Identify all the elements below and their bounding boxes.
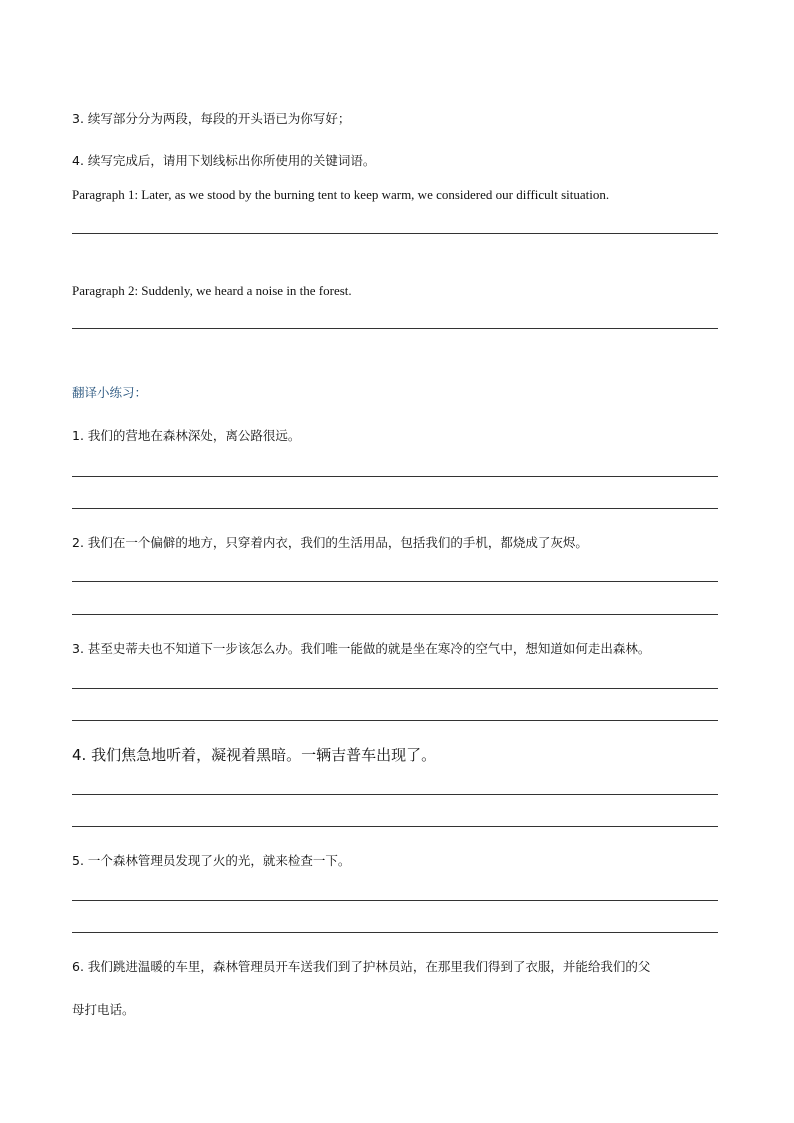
paragraph-1-prompt: Paragraph 1: Later, as we stood by the burning tent to keep warm, we considered our difficult situation. [72, 187, 610, 202]
answer-line[interactable] [72, 900, 718, 901]
translation-question-1: 1. 我们的营地在森林深处，离公路很远。 [72, 428, 301, 443]
translation-heading: 翻译小练习： [72, 385, 148, 400]
instruction-item-3: 3. 续写部分分为两段，每段的开头语已为你写好； [72, 111, 351, 126]
paragraph-2-prompt: Paragraph 2: Suddenly, we heard a noise in the forest. [72, 283, 352, 298]
answer-line[interactable] [72, 826, 718, 827]
translation-question-5: 5. 一个森林管理员发现了火的光，就来检查一下。 [72, 853, 351, 868]
answer-line[interactable] [72, 614, 718, 615]
translation-question-2: 2. 我们在一个偏僻的地方，只穿着内衣，我们的生活用品，包括我们的手机，都烧成了灰烬。 [72, 535, 588, 550]
translation-question-4: 4. 我们焦急地听着，凝视着黑暗。一辆吉普车出现了。 [72, 746, 437, 764]
answer-line[interactable] [72, 932, 718, 933]
answer-line[interactable] [72, 233, 718, 234]
answer-line[interactable] [72, 720, 718, 721]
answer-line[interactable] [72, 688, 718, 689]
answer-line[interactable] [72, 476, 718, 477]
translation-question-6-continued: 母打电话。 [72, 1002, 135, 1017]
translation-question-3: 3. 甚至史蒂夫也不知道下一步该怎么办。我们唯一能做的就是坐在寒冷的空气中，想知道如何走出森林。 [72, 641, 651, 656]
instruction-item-4: 4. 续写完成后，请用下划线标出你所使用的关键词语。 [72, 153, 376, 168]
translation-question-6: 6. 我们跳进温暖的车里，森林管理员开车送我们到了护林员站，在那里我们得到了衣服，并能给我们的父 [72, 959, 651, 974]
answer-line[interactable] [72, 794, 718, 795]
answer-line[interactable] [72, 328, 718, 329]
answer-line[interactable] [72, 581, 718, 582]
answer-line[interactable] [72, 508, 718, 509]
